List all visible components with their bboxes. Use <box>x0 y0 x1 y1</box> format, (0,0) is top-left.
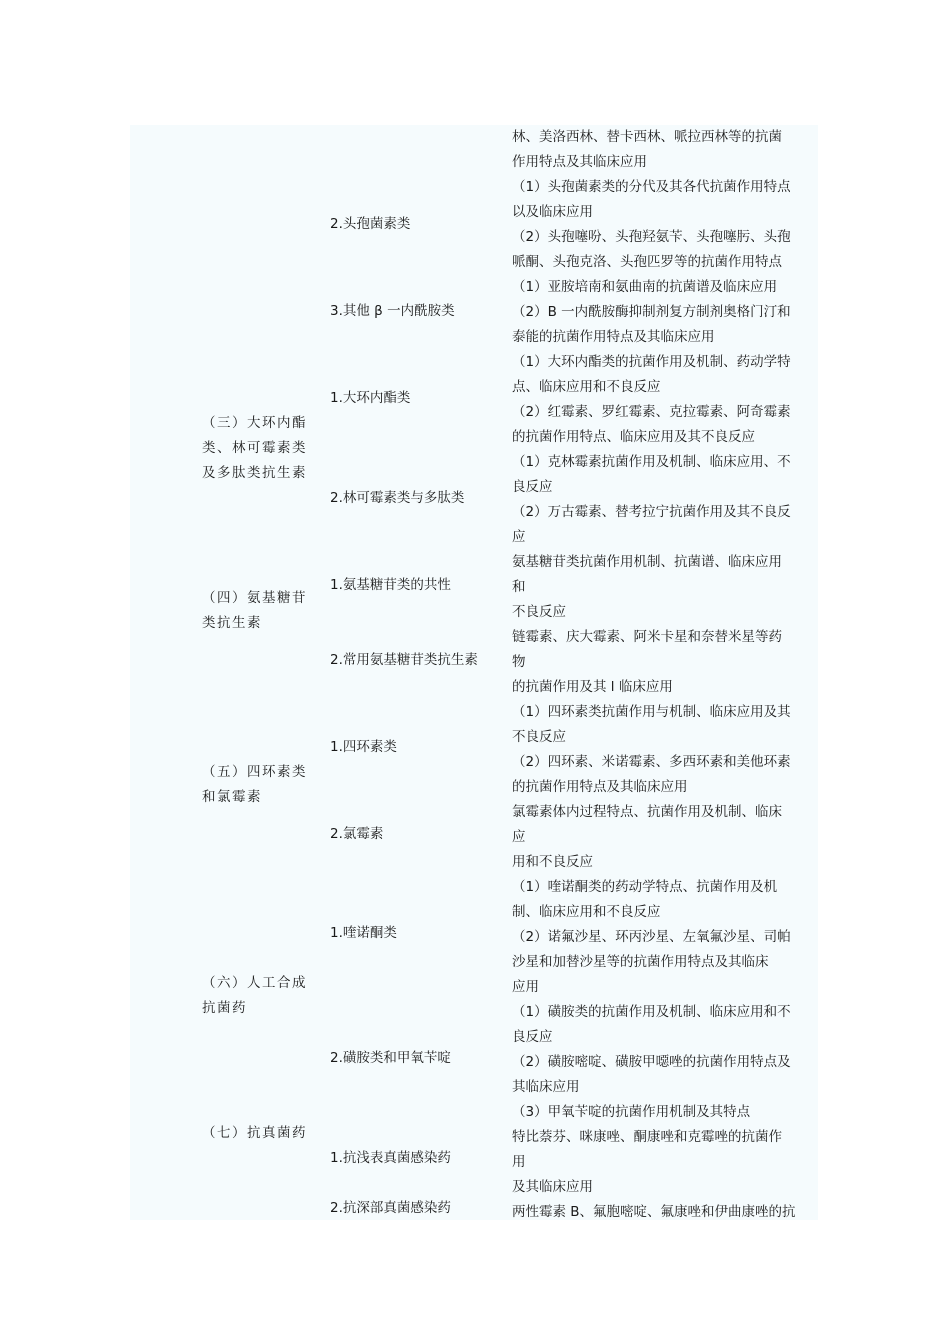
requirement-line: 不良反应 <box>512 604 566 620</box>
subtopic: 2.林可霉素类与多肽类 <box>330 490 465 506</box>
subtopic: 2.氯霉素 <box>330 826 384 842</box>
requirement-line: 良反应 <box>512 479 553 495</box>
requirement-line: （2）Β 一内酰胺酶抑制剂复方制剂奥格门汀和 <box>512 304 791 320</box>
category-line: （七）抗真菌药 <box>202 1125 307 1141</box>
subtopic: 2.头孢菌素类 <box>330 216 411 232</box>
category-synthetic <box>202 971 307 1021</box>
requirement-line: 不良反应 <box>512 729 566 745</box>
category-antifungal <box>202 1121 307 1146</box>
requirement-line: 用和不良反应 <box>512 854 593 870</box>
subtopic: 1.氨基糖苷类的共性 <box>330 577 451 593</box>
subtopic: 1.喹诺酮类 <box>330 925 397 941</box>
requirement-line: （2）红霉素、罗红霉素、克拉霉素、阿奇霉素 <box>512 404 791 420</box>
requirement-line: 应用 <box>512 979 539 995</box>
requirements-column <box>512 125 796 1225</box>
requirement-line: （1）亚胺培南和氨曲南的抗菌谱及临床应用 <box>512 279 778 295</box>
requirement-line: （2）诺氟沙星、环丙沙星、左氧氟沙星、司帕 <box>512 929 791 945</box>
category-line: 类抗生素 <box>202 615 262 631</box>
requirement-line: 以及临床应用 <box>512 204 593 220</box>
requirement-line: 用 <box>512 1154 526 1170</box>
category-line: 抗菌药 <box>202 1000 247 1016</box>
category-line: （五）四环素类 <box>202 764 307 780</box>
requirement-line: 特比萘芬、咪康唑、酮康唑和克霉唑的抗菌作 <box>512 1129 782 1145</box>
requirement-line: 两性霉素 B、氟胞嘧啶、氟康唑和伊曲康唑的抗 <box>512 1204 796 1220</box>
requirement-line: （1）喹诺酮类的药动学特点、抗菌作用及机 <box>512 879 778 895</box>
requirement-line: 沙星和加替沙星等的抗菌作用特点及其临床 <box>512 954 769 970</box>
requirement-line: （1）大环内酯类的抗菌作用及机制、药动学特 <box>512 354 791 370</box>
requirement-line: 良反应 <box>512 1029 553 1045</box>
category-macrolides <box>202 411 307 486</box>
category-aminoglycosides <box>202 586 307 636</box>
subtopic: 2.抗深部真菌感染药 <box>330 1200 451 1216</box>
requirement-line: 应 <box>512 829 526 845</box>
requirement-line: 制、临床应用和不良反应 <box>512 904 661 920</box>
requirement-line: （2）磺胺嘧啶、磺胺甲噁唑的抗菌作用特点及 <box>512 1054 791 1070</box>
requirement-line: 林、美洛西林、替卡西林、哌拉西林等的抗菌 <box>512 129 782 145</box>
requirement-line: 应 <box>512 529 526 545</box>
subtopic: 1.抗浅表真菌感染药 <box>330 1150 451 1166</box>
category-line: 和氯霉素 <box>202 789 262 805</box>
category-line: 及多肽类抗生素 <box>202 465 307 481</box>
subtopic: 1.四环素类 <box>330 739 397 755</box>
category-line: 类、林可霉素类 <box>202 440 307 456</box>
requirement-line: 的抗菌作用特点、临床应用及其不良反应 <box>512 429 755 445</box>
requirement-line: 作用特点及其临床应用 <box>512 154 647 170</box>
requirement-line: 氨基糖苷类抗菌作用机制、抗菌谱、临床应用 <box>512 554 782 570</box>
category-line: （六）人工合成 <box>202 975 307 991</box>
requirement-line: （3）甲氧苄啶的抗菌作用机制及其特点 <box>512 1104 751 1120</box>
requirement-line: 链霉素、庆大霉素、阿米卡星和奈替米星等药 <box>512 629 782 645</box>
requirement-line: 物 <box>512 654 526 670</box>
requirement-line: 其临床应用 <box>512 1079 580 1095</box>
category-line: （三）大环内酯 <box>202 415 307 431</box>
requirement-line: 氯霉素体内过程特点、抗菌作用及机制、临床 <box>512 804 782 820</box>
requirement-line: （2）万古霉素、替考拉宁抗菌作用及其不良反 <box>512 504 791 520</box>
requirement-line: 的抗菌作用特点及其临床应用 <box>512 779 688 795</box>
requirement-line: 哌酮、头孢克洛、头孢匹罗等的抗菌作用特点 <box>512 254 782 270</box>
requirement-line: 和 <box>512 579 526 595</box>
requirement-line: 点、临床应用和不良反应 <box>512 379 661 395</box>
requirement-line: （1）克林霉素抗菌作用及机制、临床应用、不 <box>512 454 791 470</box>
subtopic: 2.磺胺类和甲氧苄啶 <box>330 1050 451 1066</box>
requirement-line: 泰能的抗菌作用特点及其临床应用 <box>512 329 715 345</box>
category-line: （四）氨基糖苷 <box>202 590 307 606</box>
requirement-line: （1）磺胺类的抗菌作用及机制、临床应用和不 <box>512 1004 791 1020</box>
requirement-line: （1）头孢菌素类的分代及其各代抗菌作用特点 <box>512 179 791 195</box>
requirement-line: （2）头孢噻吩、头孢羟氨苄、头孢噻肟、头孢 <box>512 229 791 245</box>
category-tetracyclines <box>202 760 307 810</box>
requirement-line: （2）四环素、米诺霉素、多西环素和美他环素 <box>512 754 791 770</box>
subtopic: 3.其他 β 一内酰胺类 <box>330 303 455 319</box>
subtopic: 1.大环内酯类 <box>330 390 411 406</box>
requirement-line: 及其临床应用 <box>512 1179 593 1195</box>
requirement-line: 的抗菌作用及其 l 临床应用 <box>512 679 673 695</box>
requirement-line: （1）四环素类抗菌作用与机制、临床应用及其 <box>512 704 791 720</box>
subtopic: 2.常用氨基糖苷类抗生素 <box>330 652 478 668</box>
